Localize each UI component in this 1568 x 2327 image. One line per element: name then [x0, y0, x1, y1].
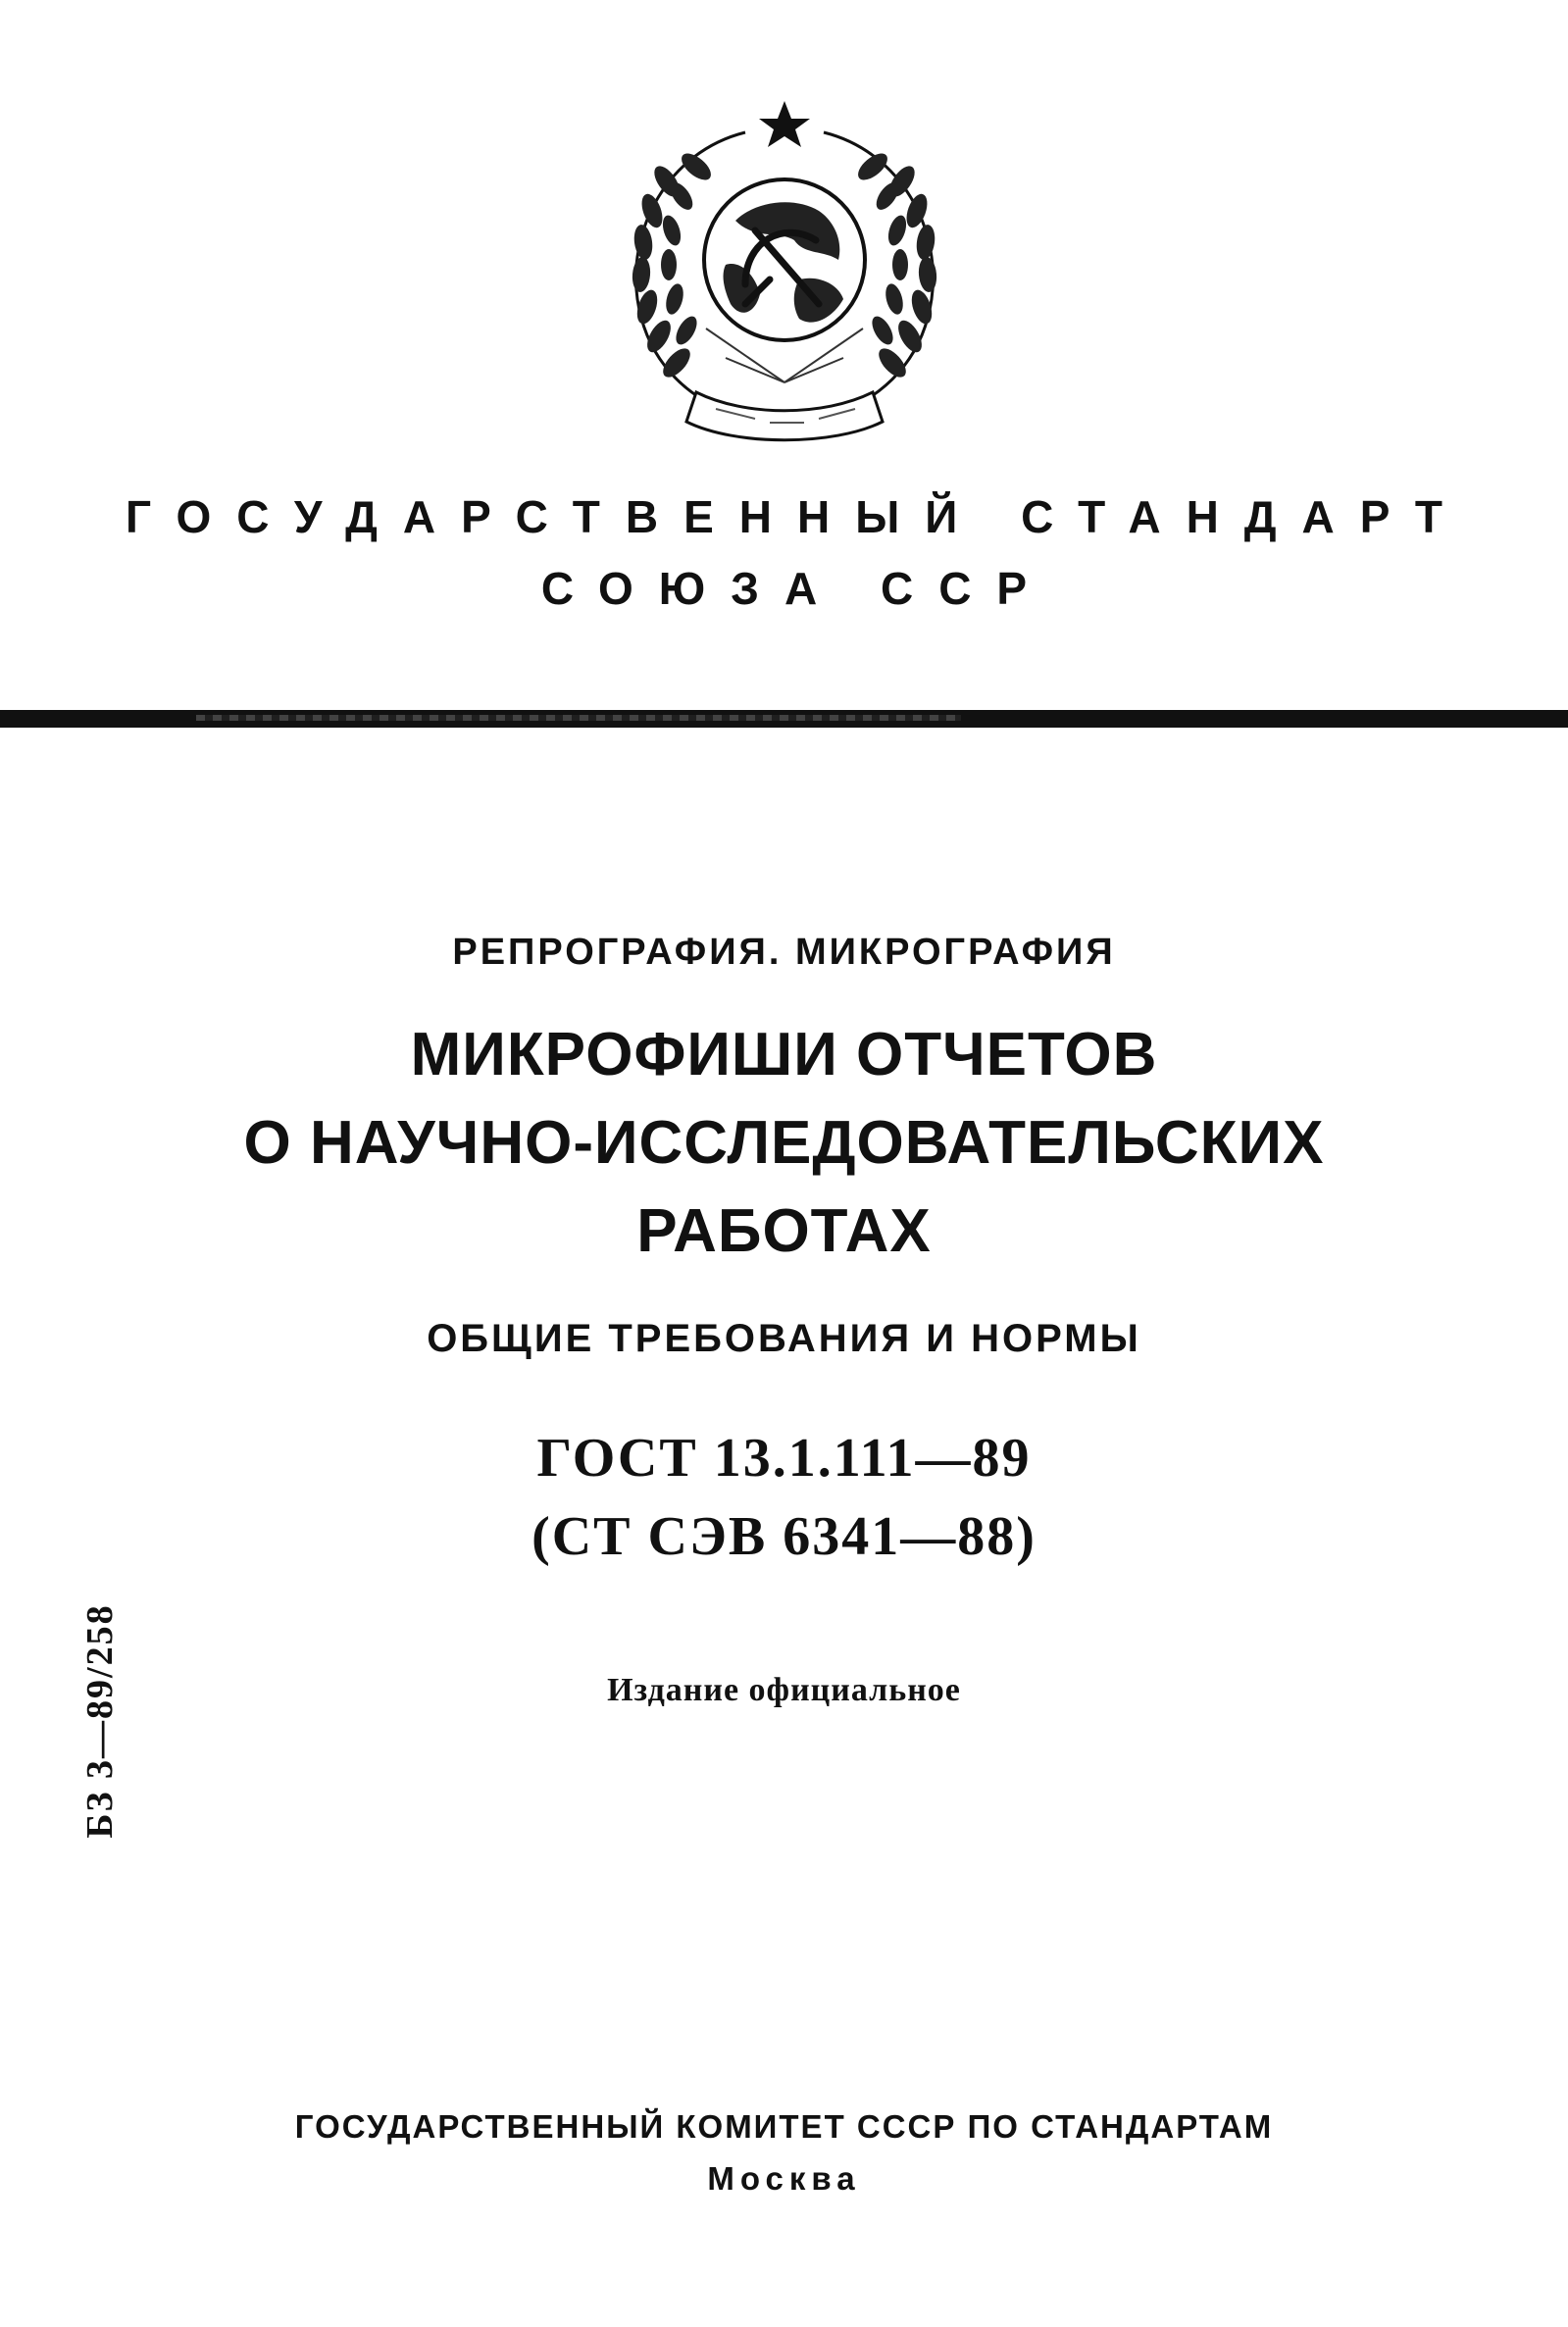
divider-texture: [196, 715, 961, 721]
header-line-2: СОЮЗА ССР: [540, 563, 1053, 614]
side-catalog-code: БЗ 3—89/258: [79, 1603, 121, 1839]
gost-number: ГОСТ 13.1.111—89: [536, 1428, 1032, 1489]
ussr-state-emblem-icon: [598, 93, 971, 466]
main-title-line-1: МИКРОФИШИ ОТЧЕТОВ: [410, 1021, 1158, 1088]
edition-label: Издание официальное: [607, 1672, 961, 1708]
main-title-line-2: О НАУЧНО-ИССЛЕДОВАТЕЛЬСКИХ: [243, 1109, 1325, 1177]
main-title-line-3: РАБОТАХ: [636, 1197, 932, 1265]
publisher-city: Москва: [707, 2160, 861, 2197]
header-line-1: ГОСУДАРСТВЕННЫЙ СТАНДАРТ: [126, 491, 1468, 542]
cmea-number: (СТ СЭВ 6341—88): [531, 1506, 1037, 1567]
publisher-name: ГОСУДАРСТВЕННЫЙ КОМИТЕТ СССР ПО СТАНДАРТАМ: [294, 2108, 1274, 2145]
subtitle: ОБЩИЕ ТРЕБОВАНИЯ И НОРМЫ: [427, 1317, 1141, 1360]
series-title: РЕПРОГРАФИЯ. МИКРОГРАФИЯ: [452, 932, 1116, 973]
